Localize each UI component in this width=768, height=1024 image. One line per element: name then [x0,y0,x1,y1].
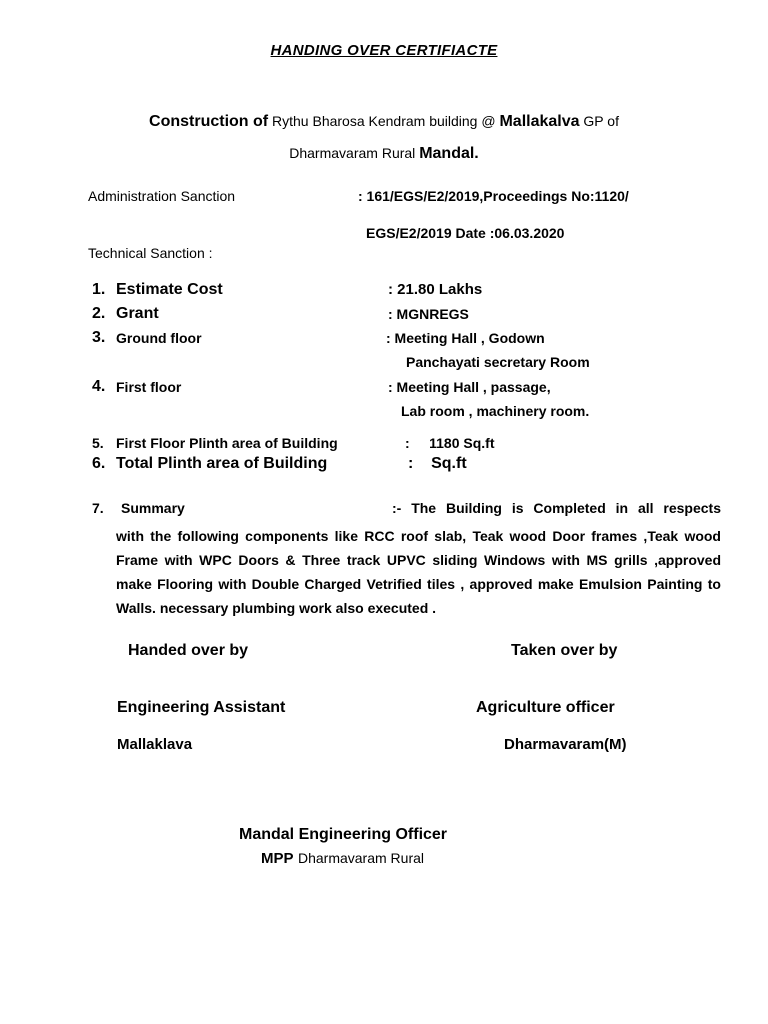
taken-over-by: Taken over by [511,642,618,659]
item-6-value: : Sq.ft [408,455,467,472]
heading-rural: Dharmavaram Rural [289,145,416,161]
right-place: Dharmavaram(M) [504,736,627,753]
admin-sanction-value-1: : 161/EGS/E2/2019,Proceedings No:1120/ [358,188,629,204]
item-1-label: Estimate Cost [116,281,223,298]
item-5-number: 5. [92,435,104,451]
heading-mandal: Mandal. [419,145,479,162]
bottom-office: MPP [261,850,294,867]
handed-over-by: Handed over by [128,642,249,659]
item-5-label: First Floor Plinth area of Building [116,435,338,451]
summary-text: with the following components like RCC roof slab, Teak wood Door frames ,Teak wood Frame with WPC Doors & Three track UPVC sliding Windows with MS grills ,approved make Flooring with Double Charged Vetrified tiles , approved make Emulsion Painting to Walls. necessary plumbing work also executed . [116,528,721,616]
item-2-label: Grant [116,305,159,322]
item-6-label: Total Plinth area of Building [116,455,328,472]
page-title: HANDING OVER CERTIFIACTE [270,42,498,59]
right-designation: Agriculture officer [476,699,615,716]
item-4-value-line-2: Lab room , machinery room. [401,403,590,419]
item-2-number: 2. [92,305,106,322]
summary-first-line: :- The Building is Completed in all respects [392,500,721,516]
item-3-label: Ground floor [116,330,202,346]
summary-label: Summary [121,500,185,516]
item-1-number: 1. [92,281,106,298]
item-5-value: : 1180 Sq.ft [405,435,495,451]
heading-gp-name: Mallakalva [499,113,580,130]
heading-gp-of: GP of [583,113,619,129]
item-1-value: : 21.80 Lakhs [388,281,483,298]
admin-sanction-value-2: EGS/E2/2019 Date :06.03.2020 [366,225,565,241]
item-4-label: First floor [116,379,182,395]
item-3-value: : Meeting Hall , Godown [386,330,545,346]
heading-building-name: Rythu Bharosa Kendram building @ [272,113,496,129]
item-6-number: 6. [92,455,106,472]
item-4-number: 4. [92,378,106,395]
bottom-place: Dharmavaram Rural [297,850,425,866]
bottom-designation: Mandal Engineering Officer [239,826,448,843]
item-4-value: : Meeting Hall , passage, [388,379,551,395]
left-place: Mallaklava [117,736,193,753]
heading-line-1 [0,113,768,131]
technical-sanction-label: Technical Sanction : [88,245,213,261]
heading-line-2 [0,145,768,163]
left-designation: Engineering Assistant [117,699,286,716]
item-3-value-line-2: Panchayati secretary Room [406,354,590,370]
admin-sanction-label: Administration Sanction [88,188,236,204]
item-3-number: 3. [92,329,106,346]
heading-construction-of: Construction of [149,113,269,130]
summary-number: 7. [92,500,104,516]
bottom-office-line [261,850,424,868]
item-2-value: : MGNREGS [388,306,469,322]
